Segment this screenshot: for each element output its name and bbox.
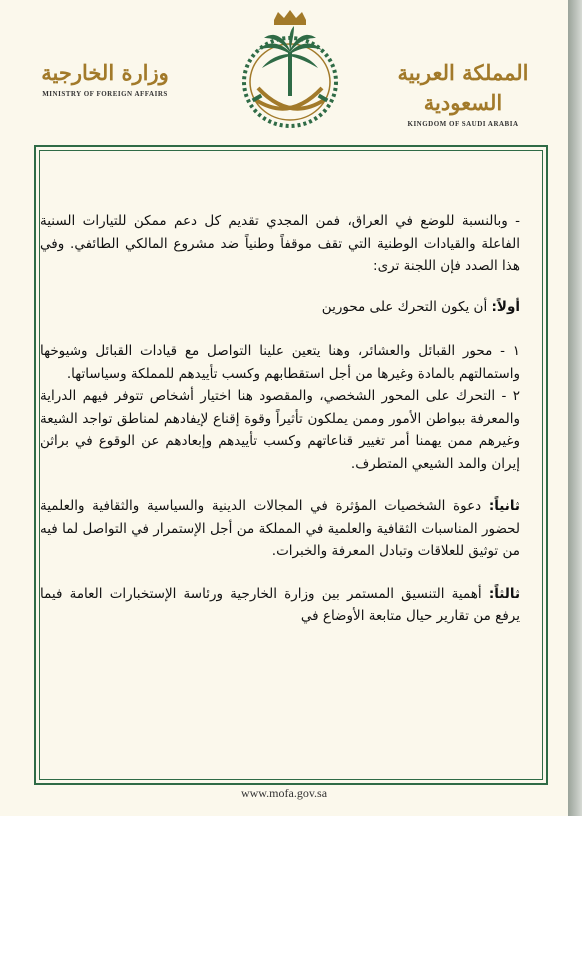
second-label: ثانياً: xyxy=(488,498,520,514)
letter-body xyxy=(40,210,520,628)
point-second xyxy=(40,495,520,563)
second-text: دعوة الشخصيات المؤثرة في المجالات الدينية والسياسية والثقافية والعلمية لحضور المناسبات الثقافية والعلمية في المملكة من أجل الإستمرار في التواصل لما فيه من توثيق للعلاقات وتبادل المعرفة والخبرات. xyxy=(40,498,520,559)
kingdom-arabic-name: المملكة العربية السعودية xyxy=(397,60,529,115)
point-third xyxy=(40,583,520,628)
palm-and-crossed-swords-emblem-icon xyxy=(238,10,342,130)
ministry-english-name: MINISTRY OF FOREIGN AFFAIRS xyxy=(42,90,168,98)
list-item: ٢ - التحرك على المحور الشخصي، والمقصود هنا اختيار أشخاص تتوفر فيهم الدراية والمعرفة ببواطن الأمور وممن يملكون تأثيراً وقوة إقناع لإيفادهم لمناطق تواجد الشيعة وغيرهم ممن يهمنا أمر تغيير قناعاتهم وكسب تأييدهم وإبعادهم عن الوقوع في براثن إيران والمد الشيعي المتطرف. xyxy=(40,388,520,472)
ministry-arabic-name: وزارة الخارجية xyxy=(41,60,169,85)
kingdom-english-name: KINGDOM OF SAUDI ARABIA xyxy=(407,120,519,128)
third-text: أهمية التنسيق المستمر بين وزارة الخارجية ورئاسة الإستخبارات العامة فيما يرفع من تقارير حيال متابعة الأوضاع في xyxy=(40,585,520,624)
page-edge-shadow xyxy=(568,0,582,816)
intro-paragraph: - وبالنسبة للوضع في العراق، فمن المجدي تقديم كل دعم ممكن للتيارات السنية الفاعلة والقيادات الوطنية التي تقف موقفاً وطنياً ضد مشروع المالكي الطائفي. وفي هذا الصدد فإن اللجنة ترى: xyxy=(40,213,520,274)
kingdom-letterhead xyxy=(388,58,538,128)
list-item: ١ - محور القبائل والعشائر، وهنا يتعين علينا التواصل مع قيادات القبائل وشيوخها واستمالتهم بالمادة وغيرها من أجل استقطابهم وكسب تأييدهم للمملكة وسياساتها. xyxy=(40,343,520,382)
first-label: أولاً: xyxy=(491,298,520,315)
third-label: ثالثاً: xyxy=(488,585,521,602)
footer-website: www.mofa.gov.sa xyxy=(240,786,328,800)
point-first xyxy=(40,296,520,319)
ministry-letterhead xyxy=(40,58,170,98)
first-text: أن يكون التحرك على محورين xyxy=(321,298,488,315)
